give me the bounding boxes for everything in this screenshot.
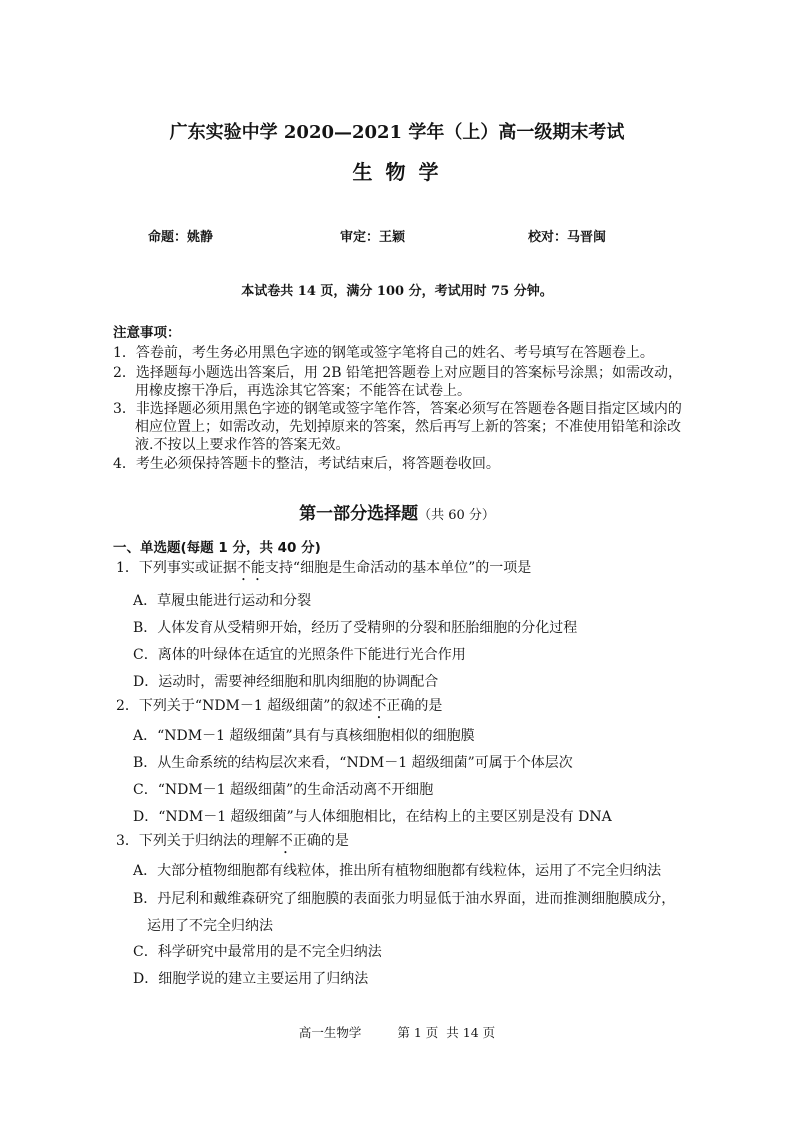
emphasis-text: 不: [278, 833, 293, 849]
option-text: 从生命系统的结构层次来看，“NDM－1 超级细菌”可属于个体层次: [157, 755, 573, 771]
note-number: 1．: [113, 345, 136, 361]
note-number: 4．: [113, 456, 136, 472]
option-label: B．: [133, 620, 158, 636]
question-1-stem: [116, 559, 531, 584]
option-label: A．: [133, 728, 158, 744]
note-item-3-continued: 相应位置上；如需改动，先划掉原来的答案，然后再写上新的答案；不准使用铅笔和涂改: [135, 419, 681, 435]
option-label: D．: [133, 809, 159, 825]
section-heading: 一、单选题(每题 1 分，共 40 分): [113, 540, 321, 556]
question-text: 下列关于归纳法的理解: [138, 833, 279, 849]
part-heading: [0, 502, 794, 528]
question-text: 正确的是: [292, 833, 349, 849]
footer-page-total: 共 14 页: [446, 1025, 496, 1040]
subject-title: 生 物 学: [352, 160, 442, 184]
option-text: 丹尼利和戴维森研究了细胞膜的表面张力明显低于油水界面，进而推测细胞膜成分，: [157, 891, 676, 907]
question-number: 1．: [116, 560, 139, 576]
question-number: 2．: [116, 698, 139, 714]
part-score: （共 60 分）: [418, 508, 495, 523]
question-2-option-b: [133, 754, 573, 772]
option-text: “NDM－1 超级细菌”的生命活动离不开细胞: [157, 782, 434, 798]
option-label: B．: [133, 891, 158, 907]
option-label: D．: [133, 674, 159, 690]
question-text: 下列关于“NDM－1 超级细菌”的叙述: [138, 698, 373, 714]
question-1-option-b: [133, 619, 577, 637]
option-text: 科学研究中最常用的是不完全归纳法: [157, 944, 382, 960]
note-text: 答卷前，考生务必用黑色字迹的钢笔或签字笔将自己的姓名、考号填写在答题卷上。: [135, 345, 654, 361]
question-2-option-d: [133, 808, 612, 826]
notes-heading: 注意事项：: [113, 325, 181, 341]
part-title: 第一部分选择题: [299, 504, 419, 524]
question-3-stem: [116, 832, 349, 857]
question-3-option-c: [133, 943, 382, 961]
option-label: D．: [133, 971, 159, 987]
note-item-1: [113, 344, 654, 362]
note-item-4: [113, 455, 500, 473]
question-2-option-c: [133, 781, 433, 799]
option-label: B．: [133, 755, 158, 771]
note-item-2: [113, 364, 682, 382]
exam-info: 本试卷共 14 页，满分 100 分，考试用时 75 分钟。: [241, 284, 553, 299]
option-label: A．: [133, 863, 158, 879]
option-text: 离体的叶绿体在适宜的光照条件下能进行光合作用: [157, 647, 466, 663]
option-text: 草履虫能进行运动和分裂: [157, 593, 312, 609]
question-text: 支持“细胞是生命活动的基本单位”的一项是: [264, 560, 532, 576]
page-footer: [0, 1025, 794, 1041]
question-number: 3．: [116, 833, 139, 849]
note-item-3-continued: 液.不按以上要求作答的答案无效。: [135, 437, 350, 453]
reviewer-credit: 审定：王颖: [340, 230, 406, 245]
question-3-option-b: [133, 890, 675, 908]
note-item-3: [113, 400, 682, 418]
note-number: 2．: [113, 365, 136, 381]
question-1-option-a: [133, 592, 311, 610]
question-3-option-a: [133, 862, 661, 880]
question-text: 正确的是: [386, 698, 443, 714]
emphasis-text: 不能: [236, 560, 265, 576]
option-text: 大部分植物细胞都有线粒体，推出所有植物细胞都有线粒体，运用了不完全归纳法: [157, 863, 662, 879]
question-3-option-d: [133, 970, 368, 988]
note-text: 考生必须保持答题卡的整洁，考试结束后，将答题卷收回。: [135, 456, 500, 472]
setter-credit: 命题：姚静: [148, 230, 214, 245]
option-text: “NDM－1 超级细菌”与人体细胞相比，在结构上的主要区别是没有 DNA: [158, 809, 612, 825]
option-label: C．: [133, 944, 158, 960]
question-2-stem: [116, 697, 442, 722]
note-number: 3．: [113, 401, 136, 417]
exam-title: 广东实验中学 2020—2021 学年（上）高一级期末考试: [169, 122, 625, 143]
question-1-option-c: [133, 646, 466, 664]
footer-page-number: 第 1 页: [397, 1025, 439, 1040]
note-text: 非选择题必须用黑色字迹的钢笔或签字笔作答，答案必须写在答题卷各题目指定区域内的: [135, 401, 682, 417]
option-text: 运动时，需要神经细胞和肌肉细胞的协调配合: [158, 674, 439, 690]
option-label: C．: [133, 647, 158, 663]
option-text: 细胞学说的建立主要运用了归纳法: [158, 971, 369, 987]
option-text: “NDM－1 超级细菌”具有与真核细胞相似的细胞膜: [157, 728, 475, 744]
emphasis-text: 不: [372, 698, 387, 714]
option-label: C．: [133, 782, 158, 798]
note-text: 选择题每小题选出答案后，用 2B 铅笔把答题卷上对应题目的答案标号涂黑；如需改动，: [135, 365, 683, 381]
question-text: 下列事实或证据: [138, 560, 237, 576]
question-2-option-a: [133, 727, 475, 745]
footer-subject: 高一生物学: [298, 1025, 362, 1040]
option-label: A．: [133, 593, 158, 609]
proofreader-credit: 校对：马晋闽: [528, 230, 607, 245]
option-text: 人体发育从受精卵开始，经历了受精卵的分裂和胚胎细胞的分化过程: [157, 620, 578, 636]
note-item-2-continued: 用橡皮擦干净后，再选涂其它答案；不能答在试卷上。: [135, 383, 471, 399]
question-3-option-b-continued: 运用了不完全归纳法: [147, 918, 273, 934]
question-1-option-d: [133, 673, 438, 691]
